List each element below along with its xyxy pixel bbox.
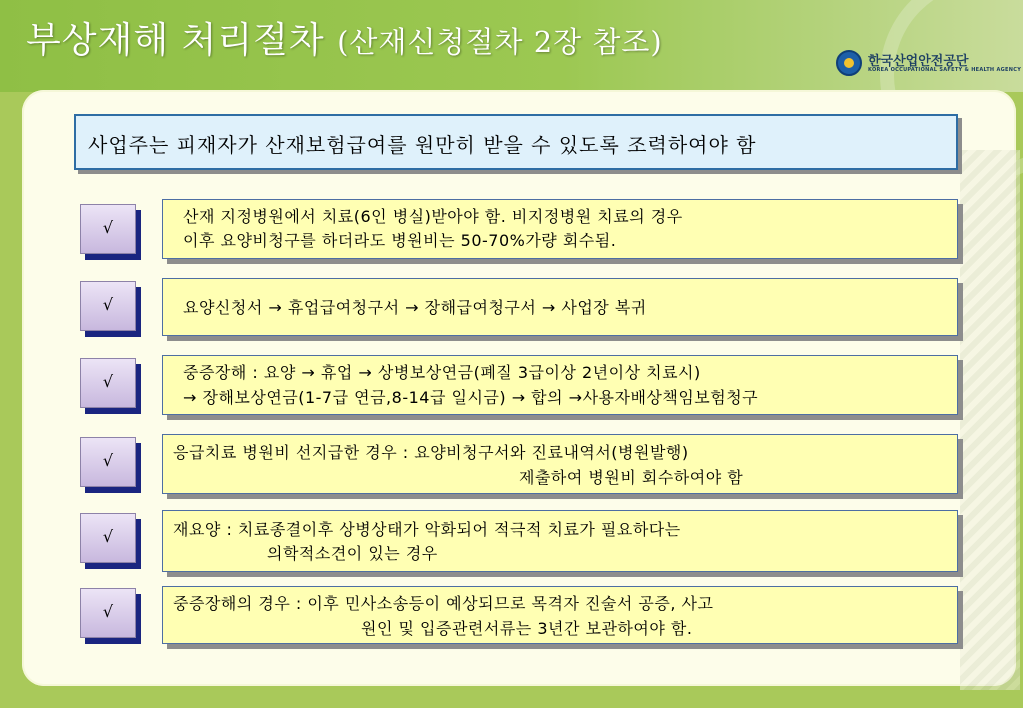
title-main: 부상재해 처리절차 (26, 20, 325, 61)
check-icon: √ (80, 437, 136, 487)
list-item (162, 510, 958, 572)
page-title (26, 12, 663, 63)
title-sub: (산재신청절차 2장 참조) (337, 25, 663, 59)
logo-name: 한국산업안전공단 (868, 54, 969, 69)
check-icon: √ (80, 588, 136, 638)
item-line-2: 제출하여 병원비 회수하여야 함 (519, 468, 744, 487)
agency-logo (836, 50, 1022, 76)
check-icon: √ (80, 358, 136, 408)
background-decoration (960, 150, 1020, 690)
header-banner (0, 0, 1023, 92)
logo-english: KOREA OCCUPATIONAL SAFETY & HEALTH AGENCY (868, 67, 1022, 73)
intro-box: 사업주는 피재자가 산재보험급여를 원만히 받을 수 있도록 조력하여야 함 (74, 114, 958, 170)
check-icon: √ (80, 281, 136, 331)
list-item (162, 434, 958, 494)
check-icon: √ (80, 513, 136, 563)
item-line-2: 이후 요양비청구를 하더라도 병원비는 50-70%가량 회수됨. (183, 231, 617, 250)
item-line-1: 중증장해 : 요양 → 휴업 → 상병보상연금(폐질 3급이상 2년이상 치료시) (183, 363, 701, 382)
item-line-1: 산재 지정병원에서 치료(6인 병실)받아야 함. 비지정병원 치료의 경우 (183, 207, 683, 226)
list-item (162, 355, 958, 415)
check-icon: √ (80, 204, 136, 254)
list-item (162, 199, 958, 259)
item-line-1: 재요양 : 치료종결이후 상병상태가 악화되어 적극적 치료가 필요하다는 (173, 520, 681, 539)
item-line-2: 의학적소견이 있는 경우 (267, 544, 438, 563)
item-line-1: 중증장해의 경우 : 이후 민사소송등이 예상되므로 목격자 진술서 공증, 사고 (173, 594, 714, 613)
list-item (162, 586, 958, 644)
item-line-1: 응급치료 병원비 선지급한 경우 : 요양비청구서와 진료내역서(병원발행) (173, 443, 689, 462)
item-line-2: 원인 및 입증관련서류는 3년간 보관하여야 함. (361, 619, 693, 638)
item-line-1: 요양신청서 → 휴업급여청구서 → 장해급여청구서 → 사업장 복귀 (183, 298, 647, 317)
item-line-2: → 장해보상연금(1-7급 연금,8-14급 일시금) → 합의 →사용자배상책임보험청구 (183, 388, 759, 407)
agency-emblem-icon (836, 50, 862, 76)
list-item (162, 278, 958, 336)
